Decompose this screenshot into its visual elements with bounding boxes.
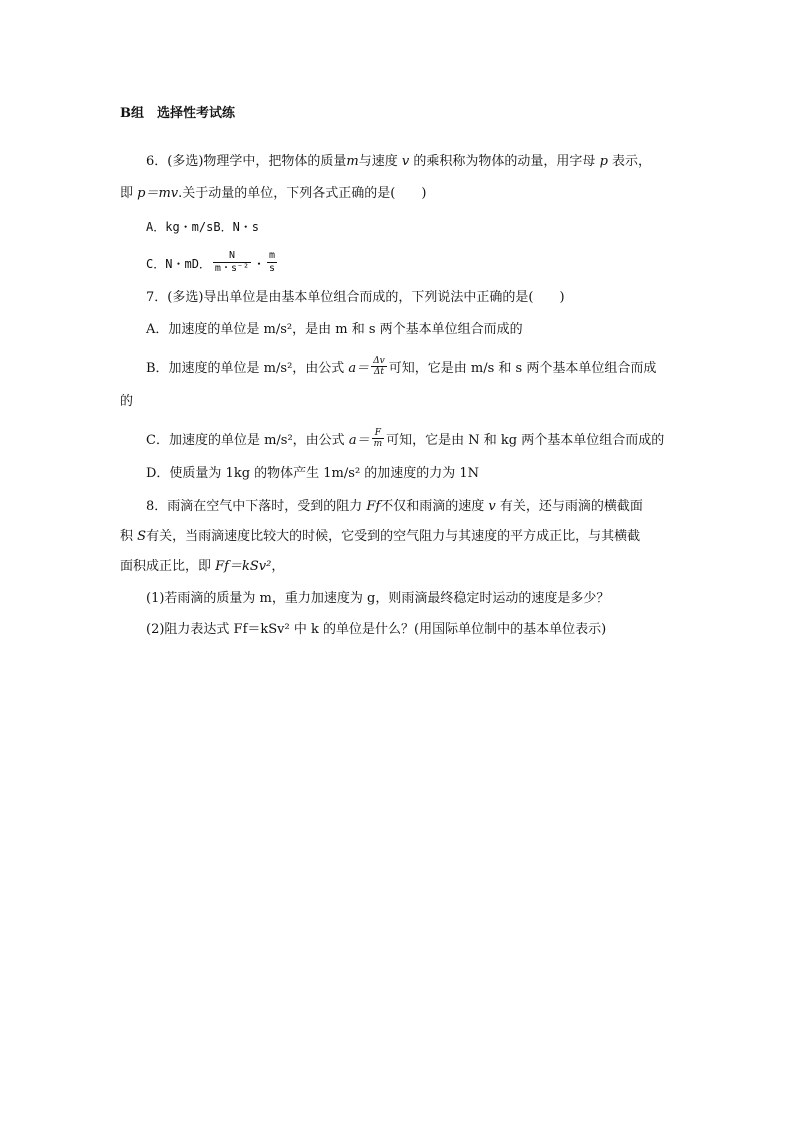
section-title: B组 选择性考试练 <box>120 106 235 121</box>
q7-option-b-lhs: a＝ <box>348 361 370 376</box>
fraction-denominator: s <box>269 263 276 274</box>
q6-option-d-dot: ・ <box>253 257 266 271</box>
q8-subquestion-1: (1)若雨滴的质量为 m，重力加速度为 g，则雨滴最终稳定时运动的速度是多少？ <box>146 591 610 606</box>
q7-option-c-lhs: a＝ <box>348 433 370 448</box>
q8-subquestion-2: (2)阻力表达式 Ff＝kSv² 中 k 的单位是什么？(用国际单位制中的基本单位表示) <box>146 622 607 637</box>
q8-stem-line3 <box>120 557 284 577</box>
q6-option-d-prefix: D． <box>191 257 211 271</box>
q8-var-s: S <box>137 529 147 544</box>
q8-text: 不仅和雨滴的速度 <box>380 499 485 514</box>
q7-stem: 7．(多选)导出单位是由基本单位组合而成的，下列说法中正确的是( ) <box>146 290 565 305</box>
q6-text: 表示， <box>612 154 652 169</box>
q7-option-d: D．使质量为 1kg 的物体产生 1m/s² 的加速度的力为 1N <box>146 466 480 481</box>
q6-text: 即 <box>120 186 134 201</box>
q7-option-b-wrap: 的 <box>120 394 134 409</box>
fraction-numerator: Δv <box>373 356 385 366</box>
fraction-denominator: Δt <box>373 367 385 377</box>
q6-option-ab: A．kg・m/sB．N・s <box>146 220 260 234</box>
q6-text: .关于动量的单位，下列各式正确的是( ) <box>178 186 427 201</box>
q8-text: 8．雨滴在空气中下落时，受到的阻力 <box>146 499 363 514</box>
fraction-denominator: m <box>373 439 383 449</box>
q7-option-a: A．加速度的单位是 m/s²，是由 m 和 s 两个基本单位组合而成的 <box>146 322 523 337</box>
q6-option-d-fraction2 <box>267 250 277 275</box>
q6-var-v: v <box>401 154 410 169</box>
q8-var-v: v <box>488 499 496 514</box>
q7-option-c <box>146 430 664 451</box>
q6-text: 与速度 <box>358 154 398 169</box>
fraction-numerator: m <box>269 250 276 261</box>
q8-stem-line2 <box>120 527 640 547</box>
q7-option-c-text: C．加速度的单位是 m/s²，由公式 <box>146 433 345 448</box>
q8-text: 积 <box>120 529 134 544</box>
q7-option-b-fraction <box>371 356 387 377</box>
q7-option-b <box>146 358 656 379</box>
q6-option-cd <box>146 252 279 277</box>
q8-formula: Ff＝kSv² <box>215 559 272 574</box>
q8-var-ff: Ff <box>366 499 381 514</box>
q6-stem-line1 <box>146 152 651 172</box>
q6-formula: p＝mv <box>137 186 179 201</box>
q8-text: 有关，还与雨滴的横截面 <box>499 499 643 514</box>
q8-text: 面积成正比，即 <box>120 559 212 574</box>
q8-text: 有关，当雨滴速度比较大的时候，它受到的空气阻力与其速度的平方成正比，与其横截 <box>146 529 641 544</box>
q7-option-c-fraction <box>372 428 385 449</box>
q8-text: ， <box>271 559 285 574</box>
q8-stem-line1 <box>146 497 643 517</box>
q6-text: 6．(多选)物理学中，把物体的质量 <box>146 154 347 169</box>
q6-var-p: p <box>599 154 608 169</box>
fraction-numerator: F <box>372 428 385 439</box>
q7-option-c-text: 可知，它是由 N 和 kg 两个基本单位组合而成的 <box>386 433 665 448</box>
q6-option-d-fraction1 <box>213 250 251 275</box>
q7-option-b-text: 可知，它是由 m/s 和 s 两个基本单位组合而成 <box>388 361 657 376</box>
q6-stem-line2 <box>120 184 426 204</box>
fraction-numerator: N <box>213 250 251 263</box>
q6-text: 的乘积称为物体的动量，用字母 <box>413 154 596 169</box>
fraction-denominator: m・s⁻² <box>214 263 250 274</box>
q7-option-b-text: B．加速度的单位是 m/s²，由公式 <box>146 361 345 376</box>
q6-var-m: m <box>346 154 359 169</box>
q6-option-c: C．N・m <box>146 257 192 271</box>
